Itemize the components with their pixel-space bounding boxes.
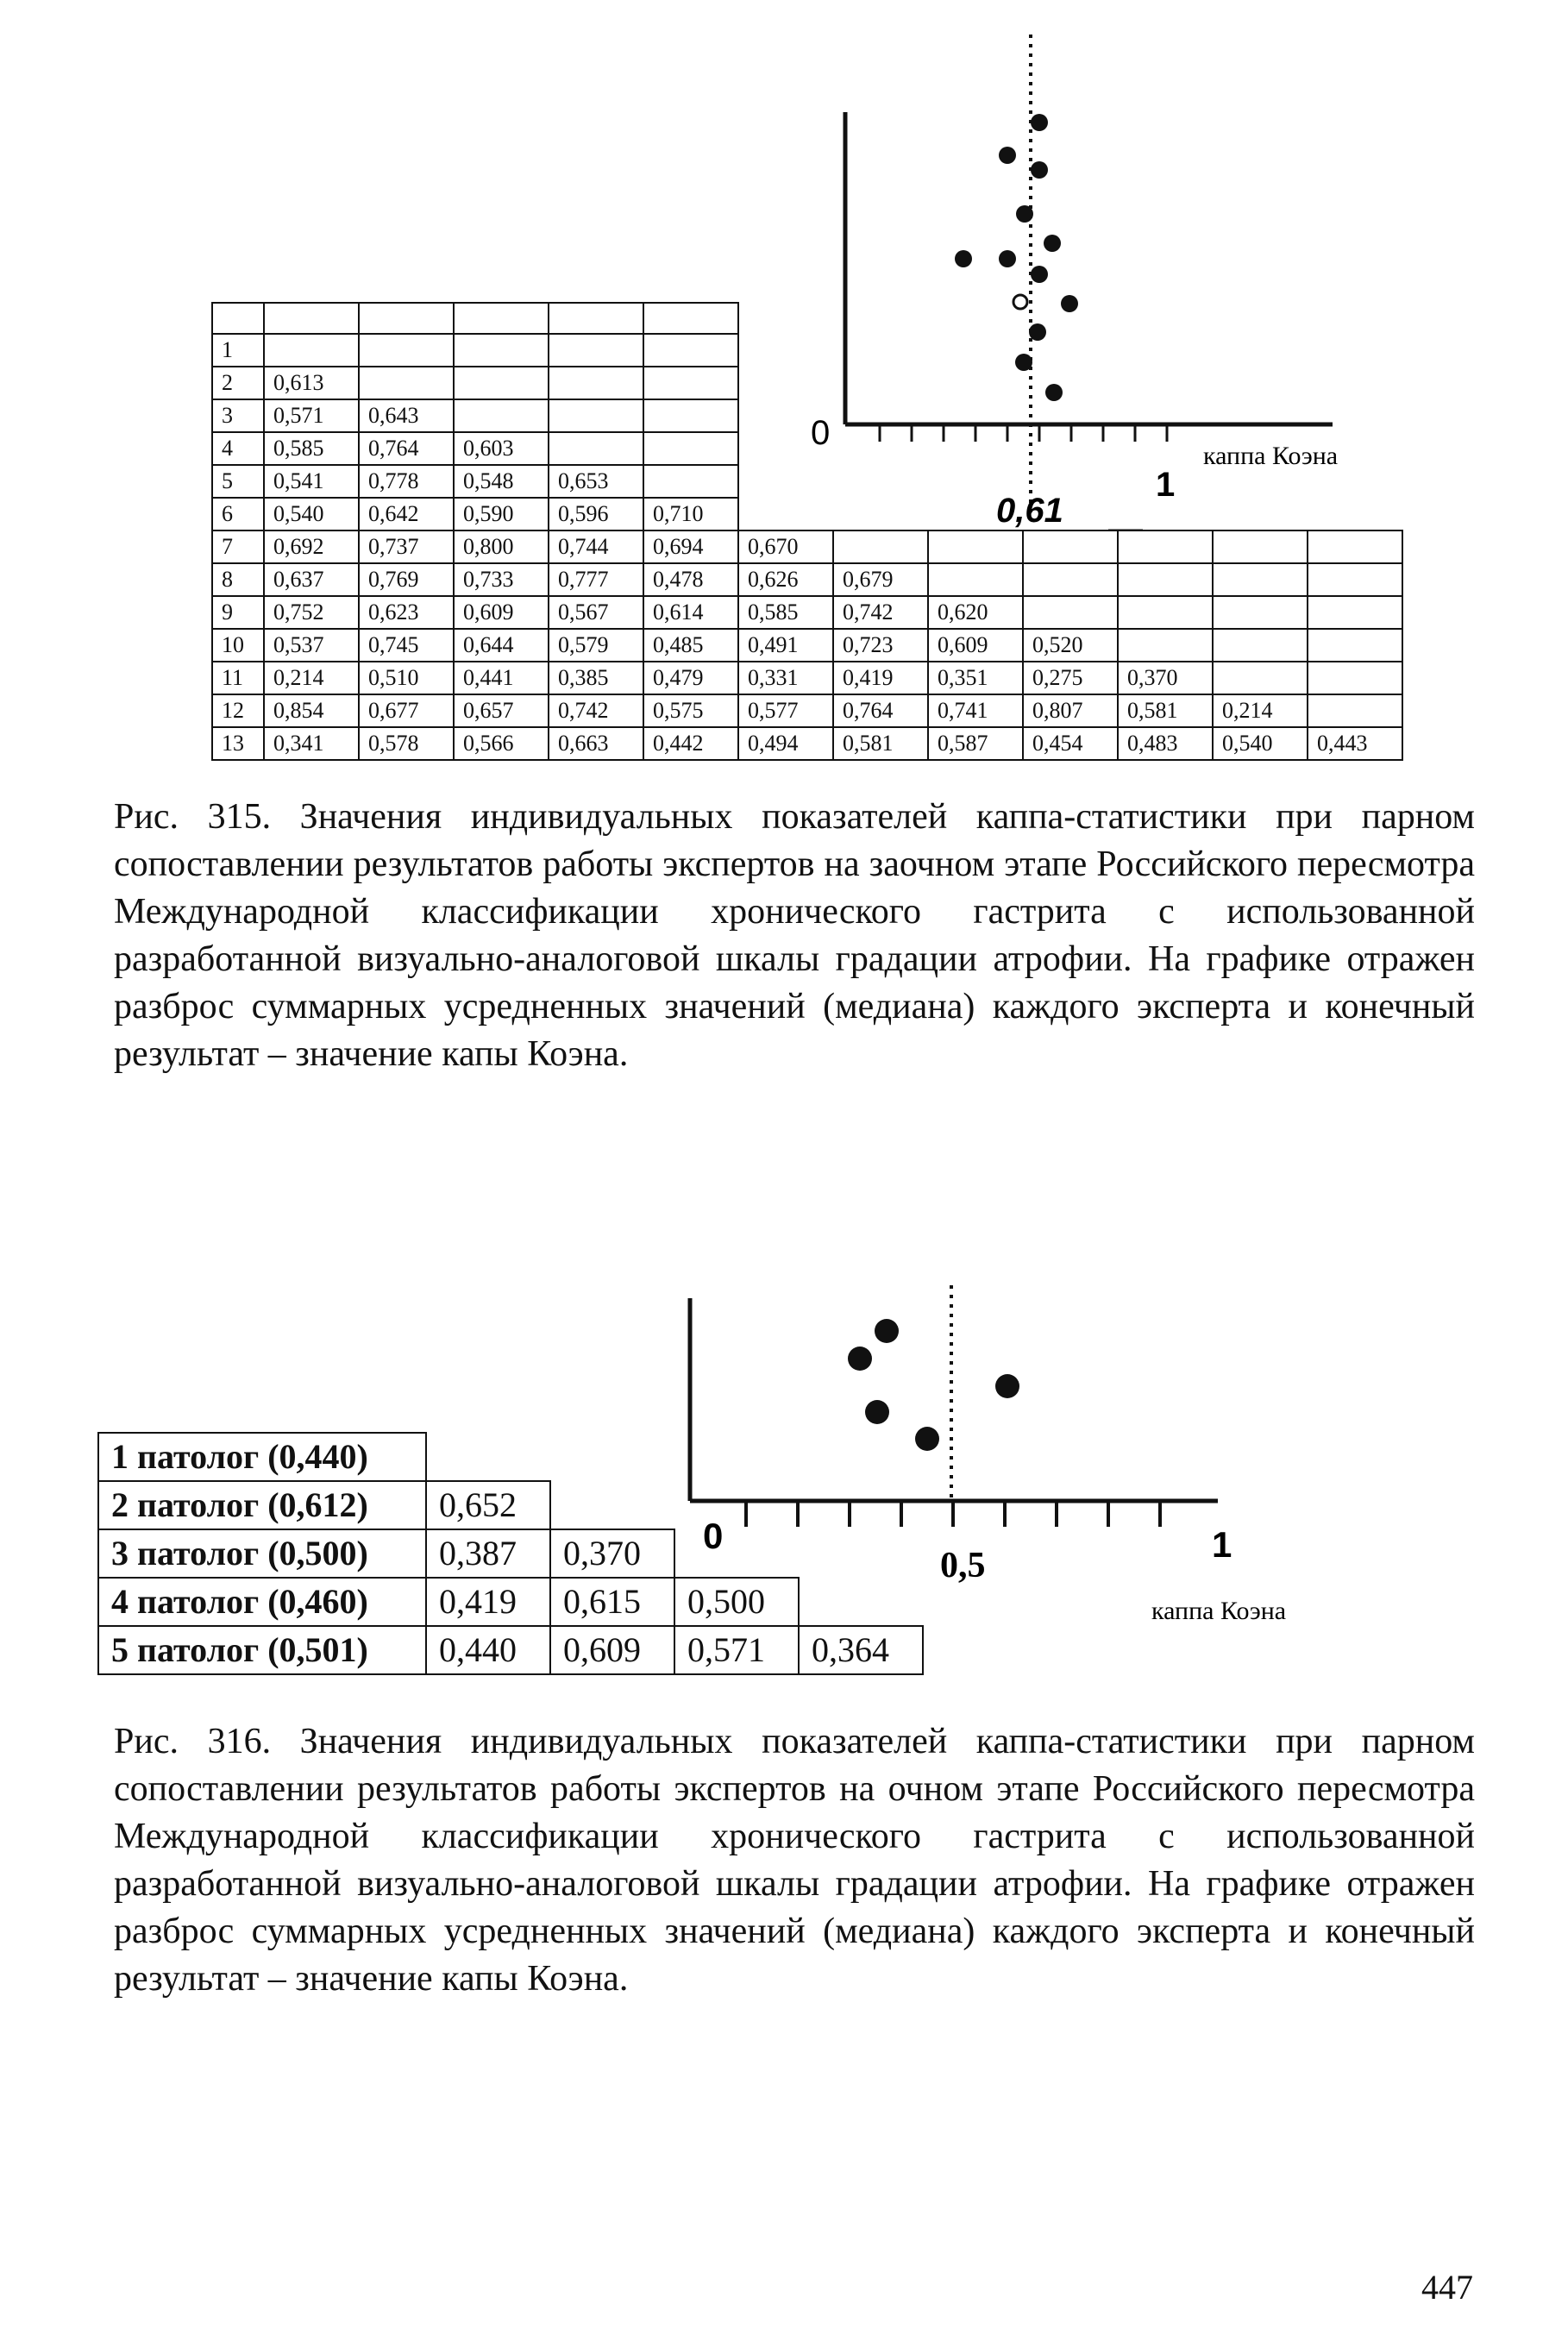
table-cell: 0,609 — [454, 596, 549, 629]
table-cell: 0,644 — [454, 629, 549, 662]
fig316-axis-one: 1 — [1212, 1524, 1232, 1565]
empty-cell — [799, 1578, 923, 1626]
table-row — [212, 596, 1402, 629]
table-cell: 0,653 — [549, 465, 643, 498]
row-index: 13 — [212, 727, 264, 760]
table-cell: 0,609 — [550, 1626, 674, 1674]
table-cell: 0,603 — [454, 432, 549, 465]
empty-cell — [1118, 498, 1213, 530]
figure-316-caption: Рис. 316. Значения индивидуальных показателей каппа-статистики при парном сопоставлении результатов работы экспертов на очном этапе Российского пересмотра Международной классификации хронического гастрита с использованной разработанной визуально-аналоговой шкалы градации атрофии. На графике отражен разброс суммарных усредненных значений (медиана) каждого эксперта и конечный результат – значение капы Коэна. — [114, 1722, 1475, 1999]
table-cell: 0,275 — [1023, 662, 1118, 694]
empty-cell — [928, 399, 1023, 432]
figure-315-table — [211, 302, 1403, 761]
table-cell: 0,571 — [264, 399, 359, 432]
table-cell — [1213, 629, 1308, 662]
fig315-axis-zero: 0 — [811, 414, 831, 452]
table-cell: 0,587 — [928, 727, 1023, 760]
table-cell — [1213, 662, 1308, 694]
pathologist-label — [98, 1626, 426, 1674]
table-row — [98, 1433, 923, 1481]
table-cell: 0,483 — [1118, 727, 1213, 760]
pathologist-label — [98, 1481, 426, 1529]
fig315-dot — [1031, 114, 1048, 131]
pathologist-name-text: 4 патолог — [111, 1582, 268, 1621]
table-cell: 0,387 — [426, 1529, 550, 1578]
table-cell: 0,670 — [738, 530, 833, 563]
pathologist-score: (0,612) — [267, 1485, 368, 1524]
table-cell — [1308, 530, 1402, 563]
empty-cell — [1023, 303, 1118, 334]
empty-cell — [1308, 399, 1402, 432]
table-cell — [1118, 530, 1213, 563]
table-cell — [549, 367, 643, 399]
figure-316-table — [97, 1432, 924, 1675]
row-index: 4 — [212, 432, 264, 465]
table-cell: 0,454 — [1023, 727, 1118, 760]
row-index: 9 — [212, 596, 264, 629]
fig315-dot — [999, 250, 1016, 267]
table-cell: 0,807 — [1023, 694, 1118, 727]
table-row — [212, 727, 1402, 760]
table-cell: 0,677 — [359, 694, 454, 727]
table-cell: 0,491 — [738, 629, 833, 662]
table-cell: 0,679 — [833, 563, 928, 596]
table-cell: 0,692 — [264, 530, 359, 563]
empty-cell — [1213, 399, 1308, 432]
table-cell: 0,494 — [738, 727, 833, 760]
fig316-axis-title: каппа Коэна — [1151, 1597, 1287, 1625]
table-cell: 0,777 — [549, 563, 643, 596]
table-cell: 0,752 — [264, 596, 359, 629]
table-cell: 0,540 — [1213, 727, 1308, 760]
table-cell — [643, 399, 738, 432]
table-cell: 0,585 — [264, 432, 359, 465]
empty-cell — [799, 1433, 923, 1481]
table-header-row — [212, 303, 1402, 334]
table-cell: 0,609 — [928, 629, 1023, 662]
table-header-cell — [454, 303, 549, 334]
fig316-dot — [995, 1374, 1019, 1398]
empty-cell — [1023, 334, 1118, 367]
empty-cell — [928, 498, 1023, 530]
table-cell: 0,441 — [454, 662, 549, 694]
table-row — [212, 367, 1402, 399]
empty-cell — [1308, 303, 1402, 334]
table-cell — [643, 334, 738, 367]
table-cell: 0,642 — [359, 498, 454, 530]
fig316-dot — [875, 1319, 899, 1343]
table-row — [212, 629, 1402, 662]
table-row — [212, 694, 1402, 727]
fig315-dot — [1016, 205, 1033, 223]
table-cell — [1308, 662, 1402, 694]
empty-cell — [1118, 303, 1213, 334]
empty-cell — [738, 399, 833, 432]
table-cell: 0,769 — [359, 563, 454, 596]
table-cell: 0,577 — [738, 694, 833, 727]
table-row — [212, 662, 1402, 694]
table-cell — [1118, 563, 1213, 596]
empty-cell — [833, 334, 928, 367]
table-cell: 0,581 — [1118, 694, 1213, 727]
table-cell: 0,571 — [674, 1626, 799, 1674]
empty-cell — [1213, 498, 1308, 530]
empty-cell — [1118, 367, 1213, 399]
table-cell: 0,623 — [359, 596, 454, 629]
empty-cell — [1213, 367, 1308, 399]
table-row — [212, 432, 1402, 465]
table-cell: 0,540 — [264, 498, 359, 530]
table-cell — [454, 367, 549, 399]
table-cell — [454, 399, 549, 432]
pathologist-name-text: 5 патолог — [111, 1630, 268, 1669]
table-cell — [549, 334, 643, 367]
table-cell — [454, 334, 549, 367]
pathologist-score: (0,460) — [267, 1582, 368, 1621]
table-cell — [1308, 596, 1402, 629]
table-cell: 0,578 — [359, 727, 454, 760]
empty-cell — [1023, 432, 1118, 465]
empty-cell — [738, 334, 833, 367]
table-cell — [1023, 563, 1118, 596]
table-cell — [643, 465, 738, 498]
empty-cell — [738, 498, 833, 530]
row-index: 5 — [212, 465, 264, 498]
row-index: 10 — [212, 629, 264, 662]
table-cell: 0,370 — [550, 1529, 674, 1578]
pathologist-name-text: 3 патолог — [111, 1534, 268, 1573]
table-cell: 0,440 — [426, 1626, 550, 1674]
table-cell — [1213, 596, 1308, 629]
page-number: 447 — [1421, 2268, 1473, 2307]
table-cell: 0,443 — [1308, 727, 1402, 760]
table-cell: 0,510 — [359, 662, 454, 694]
table-cell: 0,710 — [643, 498, 738, 530]
empty-cell — [1023, 498, 1118, 530]
empty-cell — [928, 303, 1023, 334]
empty-cell — [1213, 334, 1308, 367]
pathologist-score: (0,440) — [267, 1437, 368, 1476]
table-row — [98, 1481, 923, 1529]
empty-cell — [674, 1433, 799, 1481]
table-row — [98, 1529, 923, 1578]
table-cell — [928, 563, 1023, 596]
empty-cell — [928, 334, 1023, 367]
empty-cell — [833, 399, 928, 432]
table-cell — [1308, 629, 1402, 662]
table-cell: 0,419 — [426, 1578, 550, 1626]
table-cell: 0,613 — [264, 367, 359, 399]
table-cell: 0,585 — [738, 596, 833, 629]
table-cell — [1308, 563, 1402, 596]
fig315-dot — [1031, 161, 1048, 179]
fig315-dot — [1044, 235, 1061, 252]
empty-cell — [1308, 465, 1402, 498]
table-cell — [1308, 694, 1402, 727]
empty-cell — [738, 432, 833, 465]
empty-cell — [1023, 399, 1118, 432]
table-header-cell — [359, 303, 454, 334]
table-cell: 0,541 — [264, 465, 359, 498]
table-cell — [1023, 530, 1118, 563]
table-cell: 0,643 — [359, 399, 454, 432]
table-cell — [928, 530, 1023, 563]
table-cell — [264, 334, 359, 367]
table-cell: 0,479 — [643, 662, 738, 694]
table-cell: 0,385 — [549, 662, 643, 694]
row-index: 3 — [212, 399, 264, 432]
table-cell: 0,520 — [1023, 629, 1118, 662]
empty-cell — [1308, 367, 1402, 399]
empty-cell — [1213, 465, 1308, 498]
table-cell: 0,741 — [928, 694, 1023, 727]
empty-cell — [928, 367, 1023, 399]
table-cell: 0,663 — [549, 727, 643, 760]
table-cell: 0,764 — [833, 694, 928, 727]
table-cell: 0,778 — [359, 465, 454, 498]
empty-cell — [550, 1433, 674, 1481]
pathologist-label — [98, 1529, 426, 1578]
empty-cell — [833, 303, 928, 334]
table-row — [212, 530, 1402, 563]
table-cell — [1118, 596, 1213, 629]
fig315-dot — [1031, 266, 1048, 283]
table-cell — [549, 432, 643, 465]
table-header-cell — [264, 303, 359, 334]
table-cell: 0,764 — [359, 432, 454, 465]
table-cell: 0,581 — [833, 727, 928, 760]
table-cell: 0,723 — [833, 629, 928, 662]
fig316-axis-zero: 0 — [703, 1516, 724, 1556]
empty-cell — [1308, 432, 1402, 465]
empty-cell — [674, 1529, 799, 1578]
empty-cell — [799, 1529, 923, 1578]
empty-cell — [1118, 399, 1213, 432]
table-cell: 0,575 — [643, 694, 738, 727]
empty-cell — [928, 465, 1023, 498]
empty-cell — [1023, 367, 1118, 399]
table-cell: 0,614 — [643, 596, 738, 629]
table-cell: 0,744 — [549, 530, 643, 563]
table-cell: 0,370 — [1118, 662, 1213, 694]
table-cell — [1213, 530, 1308, 563]
table-cell: 0,615 — [550, 1578, 674, 1626]
table-cell: 0,537 — [264, 629, 359, 662]
empty-cell — [674, 1481, 799, 1529]
fig315-dot — [955, 250, 972, 267]
empty-cell — [1118, 334, 1213, 367]
empty-cell — [550, 1481, 674, 1529]
table-cell: 0,694 — [643, 530, 738, 563]
empty-cell — [1213, 303, 1308, 334]
row-index: 2 — [212, 367, 264, 399]
empty-cell — [1213, 432, 1308, 465]
empty-cell — [799, 1481, 923, 1529]
table-cell — [359, 334, 454, 367]
fig316-dot — [865, 1400, 889, 1424]
table-cell — [1118, 629, 1213, 662]
row-index: 11 — [212, 662, 264, 694]
table-cell — [549, 399, 643, 432]
table-cell: 0,637 — [264, 563, 359, 596]
table-cell: 0,567 — [549, 596, 643, 629]
table-cell: 0,742 — [549, 694, 643, 727]
fig316-axis-half: 0,5 — [940, 1546, 986, 1585]
row-index: 1 — [212, 334, 264, 367]
figure-315-caption: Рис. 315. Значения индивидуальных показателей каппа-статистики при парном сопоставлении результатов работы экспертов на заочном этапе Российского пересмотра Международной классификации хронического гастрита с использованной разработанной визуально-аналоговой шкалы градации атрофии. На графике отражен разброс суммарных усредненных значений (медиана) каждого эксперта и конечный результат – значение капы Коэна. — [114, 797, 1475, 1074]
table-row — [212, 498, 1402, 530]
table-cell: 0,657 — [454, 694, 549, 727]
table-row — [212, 563, 1402, 596]
empty-cell — [738, 367, 833, 399]
empty-cell — [1118, 465, 1213, 498]
fig316-dot — [848, 1347, 872, 1371]
empty-cell — [1023, 465, 1118, 498]
pathologist-score: (0,500) — [267, 1534, 368, 1573]
fig315-axis-title: каппа Коэна — [1203, 442, 1339, 470]
table-cell: 0,620 — [928, 596, 1023, 629]
table-cell: 0,364 — [799, 1626, 923, 1674]
table-cell: 0,351 — [928, 662, 1023, 694]
empty-cell — [833, 432, 928, 465]
row-index: 12 — [212, 694, 264, 727]
table-row — [98, 1626, 923, 1674]
empty-cell — [738, 465, 833, 498]
table-cell: 0,566 — [454, 727, 549, 760]
table-cell — [643, 367, 738, 399]
empty-cell — [426, 1433, 550, 1481]
table-cell: 0,419 — [833, 662, 928, 694]
pathologist-name-text: 1 патолог — [111, 1437, 268, 1476]
table-cell — [359, 367, 454, 399]
table-cell — [1213, 563, 1308, 596]
row-index: 6 — [212, 498, 264, 530]
table-row — [212, 399, 1402, 432]
empty-cell — [833, 498, 928, 530]
table-cell: 0,478 — [643, 563, 738, 596]
table-cell: 0,652 — [426, 1481, 550, 1529]
table-row — [98, 1578, 923, 1626]
pathologist-score: (0,501) — [267, 1630, 368, 1669]
empty-cell — [833, 367, 928, 399]
table-cell: 0,214 — [1213, 694, 1308, 727]
table-cell: 0,548 — [454, 465, 549, 498]
fig315-kappa-label: 0,61 — [996, 492, 1063, 530]
table-cell — [833, 530, 928, 563]
empty-cell — [1118, 432, 1213, 465]
pathologist-label — [98, 1433, 426, 1481]
table-header-cell — [549, 303, 643, 334]
table-header-cell — [643, 303, 738, 334]
pathologist-name-text: 2 патолог — [111, 1485, 268, 1524]
row-index: 8 — [212, 563, 264, 596]
empty-cell — [738, 303, 833, 334]
table-cell: 0,745 — [359, 629, 454, 662]
row-index: 7 — [212, 530, 264, 563]
fig315-axis-one: 1 — [1156, 466, 1176, 504]
table-cell — [1023, 596, 1118, 629]
table-cell: 0,485 — [643, 629, 738, 662]
empty-cell — [1308, 334, 1402, 367]
table-cell: 0,733 — [454, 563, 549, 596]
table-cell: 0,331 — [738, 662, 833, 694]
table-cell — [643, 432, 738, 465]
pathologist-label — [98, 1578, 426, 1626]
table-cell: 0,854 — [264, 694, 359, 727]
empty-cell — [1308, 498, 1402, 530]
table-cell: 0,442 — [643, 727, 738, 760]
table-cell: 0,214 — [264, 662, 359, 694]
table-cell: 0,800 — [454, 530, 549, 563]
table-cell: 0,596 — [549, 498, 643, 530]
table-cell: 0,742 — [833, 596, 928, 629]
table-header-cell — [212, 303, 264, 334]
table-cell: 0,590 — [454, 498, 549, 530]
table-cell: 0,341 — [264, 727, 359, 760]
table-cell: 0,737 — [359, 530, 454, 563]
table-row — [212, 465, 1402, 498]
table-row — [212, 334, 1402, 367]
fig315-dot — [999, 147, 1016, 164]
table-cell: 0,579 — [549, 629, 643, 662]
table-cell: 0,626 — [738, 563, 833, 596]
empty-cell — [928, 432, 1023, 465]
empty-cell — [833, 465, 928, 498]
table-cell: 0,500 — [674, 1578, 799, 1626]
